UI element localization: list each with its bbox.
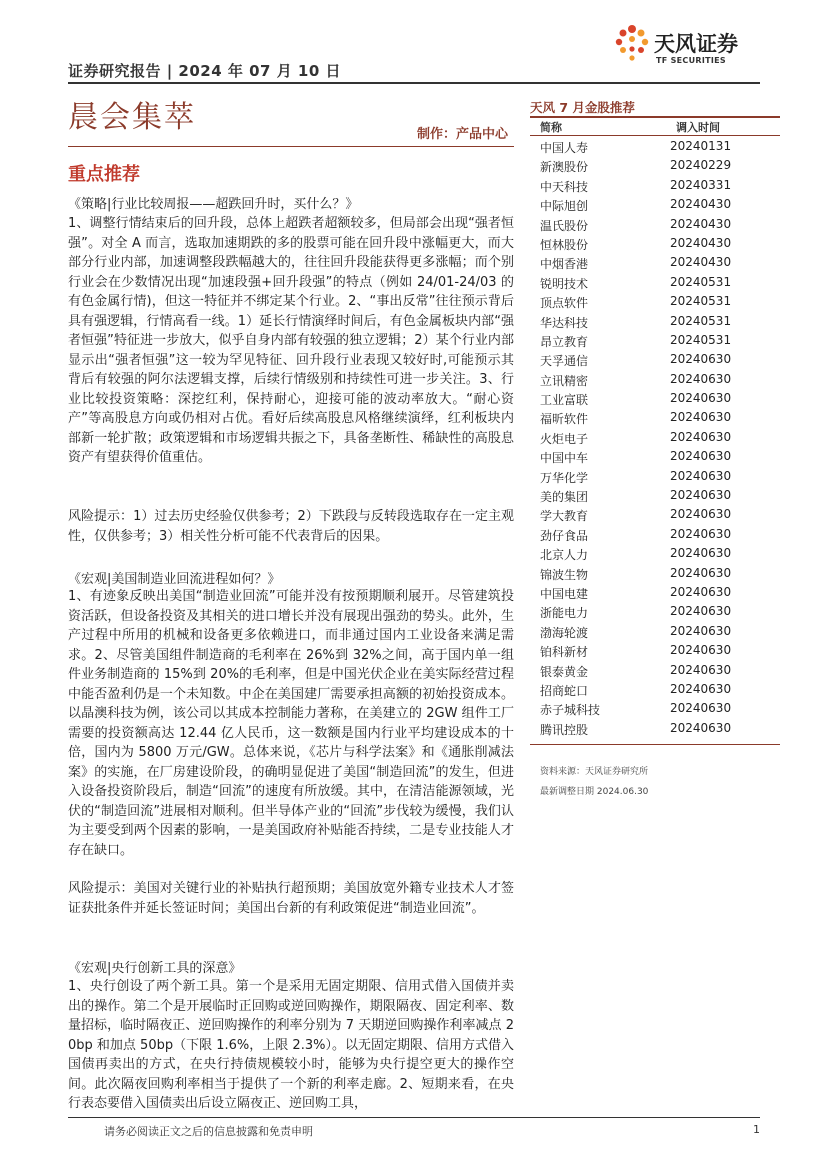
stock-date: 20240531 <box>670 332 732 347</box>
stock-name: 中国中车 <box>540 451 589 466</box>
logo-text-cn: 天风证券 <box>654 32 738 56</box>
stock-date: 20240531 <box>670 313 732 328</box>
sidebar-title: 天风 7 月金股推荐 <box>530 100 635 115</box>
stock-name: 华达科技 <box>540 315 589 330</box>
stock-date: 20240630 <box>670 584 732 599</box>
logo-text-en: TF SECURITIES <box>656 56 726 65</box>
column-header-date: 调入时间 <box>676 121 720 134</box>
sidebar-divider <box>530 744 780 745</box>
table-row <box>530 176 780 195</box>
stock-date: 20240630 <box>670 643 732 658</box>
table-row <box>530 699 780 718</box>
stock-date: 20240630 <box>670 429 732 444</box>
table-row <box>530 350 780 369</box>
stock-name: 锦波生物 <box>540 567 589 582</box>
company-logo <box>610 20 770 70</box>
stock-name: 招商蛇口 <box>540 683 589 698</box>
stock-table <box>530 137 780 738</box>
table-row <box>530 253 780 272</box>
table-row <box>530 447 780 466</box>
stock-date: 20240630 <box>670 352 732 367</box>
stock-date: 20240531 <box>670 274 732 289</box>
table-row <box>530 583 780 602</box>
table-row <box>530 467 780 486</box>
stock-date: 20240430 <box>670 197 732 212</box>
stock-name: 中国人寿 <box>540 141 589 155</box>
title-divider <box>68 146 514 147</box>
stock-date: 20240131 <box>670 139 732 153</box>
table-row <box>530 292 780 311</box>
column-header-name: 简称 <box>540 121 562 134</box>
table-row <box>530 137 780 156</box>
stock-date: 20240229 <box>670 158 732 173</box>
footer-disclaimer: 请务必阅读正文之后的信息披露和免责申明 <box>104 1125 313 1138</box>
table-row <box>530 544 780 563</box>
stock-name: 银泰黄金 <box>540 664 589 679</box>
table-row <box>530 719 780 738</box>
stock-name: 浙能电力 <box>540 606 589 621</box>
stock-date: 20240331 <box>670 177 732 192</box>
stock-date: 20240630 <box>670 662 732 677</box>
table-row <box>530 525 780 544</box>
stock-name: 渤海轮渡 <box>540 625 589 640</box>
stock-date: 20240630 <box>670 623 732 638</box>
article-paragraph: 1、调整行情结束后的回升段，总体上超跌者超额较多，但局部会出现“强者恒强”。对全 A 而言，选取加速期跌的多的股票可能在回升段中涨幅更大，而大部分行业内部，加速调整段跌幅越大的，往往回升段能获得更多涨幅；而个别行业会在少数情况出现“加速段强+回升段强”的特点（例如 24/01-24/03 的有色金属行情)，但这一特征并不绑定某个行业。2、“事出反常”往往预示背后具有强逻辑，行情高看一线。1）延长行情演绎时间后，有色金属板块内部“强者恒强”特征进一步放大，似乎自身内部有较强的独立逻辑；2）某个行业内部显示出“强者恒强”这一较为罕见特征、回升段行业表现又较好时,可能预示其背后有较强的阿尔法逻辑支撑，后续行情级别和持续性可进一步关注。3、行业比较投资策略：深挖红利，保持耐心，迎接可能的波动率放大。“耐心资产”等高股息方向或仍相对占优。看好后续高股息风格继续演绎，红利板块内部新一轮扩散；政策逻辑和市场逻辑共振之下，具备垄断性、稀缺性的高股息资产有望获得价值重估。 <box>68 216 514 465</box>
stock-name: 天孚通信 <box>540 354 589 369</box>
stock-name: 中天科技 <box>540 179 589 194</box>
stock-date: 20240630 <box>670 546 732 561</box>
stock-date: 20240630 <box>670 468 732 483</box>
article-paragraph: 1、有迹象反映出美国“制造业回流”可能并没有按预期顺利展开。尽管建筑投资活跃，但设备投资及其相关的进口增长并没有展现出强劲的势头。此外，生产过程中所用的机械和设备更多依赖进口，而非通过国内工业设备来满足需求。2、尽管美国组件制造商的毛利率在 26%到 32%之间，高于国内单一组件业务制造商的 15%到 20%的毛利率，但是中国光伏企业在美实际经营过程中能否盈利仍是一个未知数。中企在美国建厂需要承担高额的初始投资成本。以晶澳科技为例，该公司以其成本控制能力著称，在美建立的 2GW 组件工厂需要的投资额高达 12.44 亿人民币，这一数额是国内行业平均建设成本的十倍，国内为 5800 万元/GW。总体来说，《芯片与科学法案》和《通胀削减法案》的实施，在厂房建设阶段，的确明显促进了美国“制造回流”的发生，但进入设备投资阶段后，制造“回流”的速度有所放缓。其中，在清洁能源领域，光伏的“制造回流”进展相对顺利。但半导体产业的“回流”步伐较为缓慢，我们认为主要受到两个因素的影响，一是美国政府补贴能否持续，二是专业技能人才存在缺口。 <box>68 589 514 858</box>
stock-date: 20240630 <box>670 371 732 386</box>
stock-date: 20240630 <box>670 720 732 735</box>
header-divider <box>68 82 760 84</box>
stock-name: 福昕软件 <box>540 412 589 427</box>
stock-date: 20240430 <box>670 216 732 231</box>
stock-name: 中际旭创 <box>540 199 589 214</box>
table-row <box>530 602 780 621</box>
stock-name: 学大教育 <box>540 509 589 524</box>
table-row <box>530 273 780 292</box>
table-row <box>530 156 780 175</box>
sidebar-divider <box>530 135 780 136</box>
table-row <box>530 370 780 389</box>
stock-name: 美的集团 <box>540 490 589 505</box>
stock-date: 20240430 <box>670 235 732 250</box>
article-paragraph: 1、央行创设了两个新工具。第一个是采用无固定期限、信用式借入国债并卖出的操作。第二个是开展临时正回购或逆回购操作，期限隔夜、固定利率、数量招标，临时隔夜正、逆回购操作的利率分别为 7 天期逆回购操作利率减点 20bp 和加点 50bp（下限 1.6%，上限 2.3%）。以无固定期限、信用方式借入国债再卖出的方式，在央行持债规模较小时，能够为央行提空更大的操作空间。此次隔夜回购利率相当于提供了一个新的利率走廊。2、短期来看，在央行表态要借入国债卖出后设立隔夜正、逆回购工具， <box>68 979 514 1111</box>
stock-date: 20240630 <box>670 410 732 425</box>
article-risk-note: 风险提示：1）过去历史经验仅供参考；2）下跌段与反转段选取存在一定主观性，仅供参考；3）相关性分析可能不代表背后的因果。 <box>68 509 514 544</box>
table-row <box>530 486 780 505</box>
table-row <box>530 408 780 427</box>
stock-name: 劲仔食品 <box>540 528 589 543</box>
article-title: 《策略|行业比较周报——超跌回升时，买什么？》 <box>68 197 359 212</box>
table-row <box>530 564 780 583</box>
stock-name: 立讯精密 <box>540 373 589 388</box>
stock-name: 火炬电子 <box>540 431 589 446</box>
stock-name: 昂立教育 <box>540 334 589 349</box>
stock-name: 锐明技术 <box>540 276 589 291</box>
stock-name: 赤子城科技 <box>540 703 601 718</box>
stock-name: 温氏股份 <box>540 218 589 233</box>
table-row <box>530 680 780 699</box>
stock-name: 中国电建 <box>540 586 589 601</box>
table-row <box>530 428 780 447</box>
table-row <box>530 234 780 253</box>
article-title: 《宏观|美国制造业回流进程如何？》 <box>68 572 281 587</box>
table-row <box>530 622 780 641</box>
stock-name: 新澳股份 <box>540 160 589 175</box>
table-row <box>530 641 780 660</box>
table-row <box>530 389 780 408</box>
stock-name: 顶点软件 <box>540 296 589 311</box>
stock-name: 铂科新材 <box>540 645 589 660</box>
table-row <box>530 505 780 524</box>
stock-name: 腾讯控股 <box>540 722 589 737</box>
stock-name: 中烟香港 <box>540 257 589 272</box>
table-row <box>530 312 780 331</box>
source-note: 资料来源：天风证券研究所 <box>540 767 649 777</box>
stock-date: 20240630 <box>670 449 732 464</box>
tf-securities-logo-icon <box>610 22 654 66</box>
footer-divider <box>68 1117 760 1118</box>
stock-date: 20240630 <box>670 391 732 406</box>
producer-label: 制作：产品中心 <box>416 127 508 142</box>
table-row <box>530 215 780 234</box>
table-row <box>530 195 780 214</box>
update-date-note: 最新调整日期 2024.06.30 <box>540 787 649 797</box>
section-title: 重点推荐 <box>68 164 140 185</box>
stock-table-header <box>530 118 780 134</box>
stock-date: 20240430 <box>670 255 732 270</box>
stock-date: 20240630 <box>670 681 732 696</box>
stock-name: 工业富联 <box>540 393 589 408</box>
article-title: 《宏观|央行创新工具的深意》 <box>68 961 242 976</box>
table-row <box>530 331 780 350</box>
stock-date: 20240531 <box>670 294 732 309</box>
table-row <box>530 661 780 680</box>
page-title: 晨会集萃 <box>68 100 196 135</box>
report-header-title: 证券研究报告 | 2024 年 07 月 10 日 <box>68 62 342 80</box>
page-number: 1 <box>753 1123 760 1136</box>
stock-date: 20240630 <box>670 526 732 541</box>
stock-name: 万华化学 <box>540 470 589 485</box>
stock-name: 北京人力 <box>540 548 589 563</box>
stock-date: 20240630 <box>670 604 732 619</box>
stock-date: 20240630 <box>670 701 732 716</box>
stock-date: 20240630 <box>670 488 732 503</box>
stock-name: 恒林股份 <box>540 237 589 252</box>
article-risk-note: 风险提示：美国对关键行业的补贴执行超预期；美国放宽外籍专业技术人才签证获批条件并延长签证时间；美国出台新的有利政策促进“制造业回流”。 <box>68 881 514 916</box>
stock-date: 20240630 <box>670 507 732 522</box>
stock-date: 20240630 <box>670 565 732 580</box>
